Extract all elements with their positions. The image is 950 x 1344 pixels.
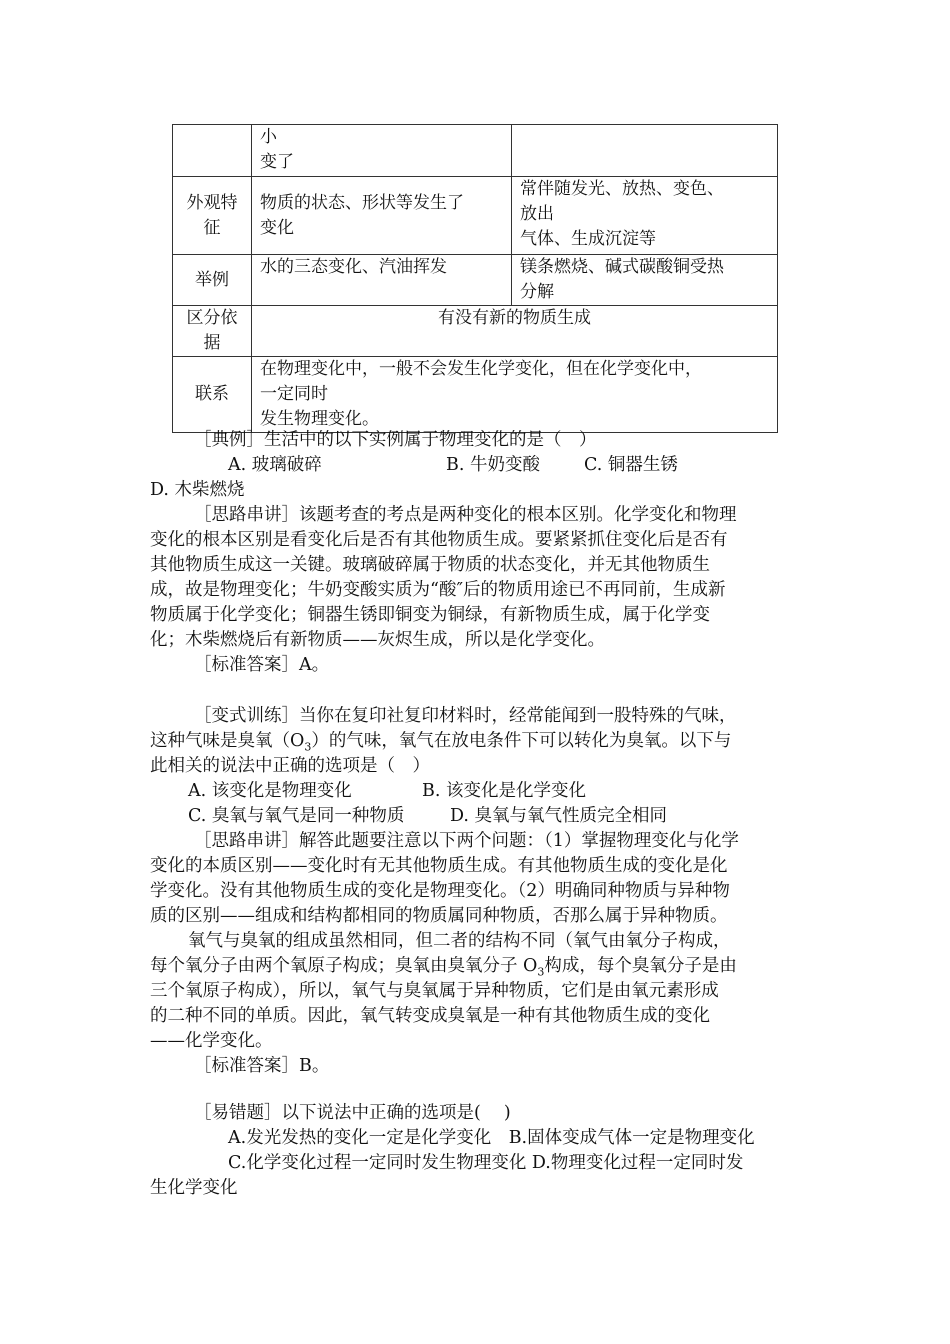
- variant-section: [150, 704, 800, 1079]
- analysis-line: 质的区别——组成和结构都相同的物质属同种物质，否那么属于异种物质。: [150, 906, 728, 926]
- table-row: [173, 125, 778, 177]
- table-cell: 镁条燃烧、碱式碳酸铜受热 分解: [512, 255, 778, 306]
- table-cell: 有没有新的物质生成: [252, 306, 778, 357]
- variant-question: 此相关的说法中正确的选项是（ ）: [150, 756, 430, 776]
- table-cell: 物质的状态、形状等发生了 变化: [252, 177, 512, 255]
- table-row: [173, 255, 778, 306]
- table-cell: 常伴随发光、放热、变色、 放出 气体、生成沉淀等: [512, 177, 778, 255]
- option-d: D. 木柴燃烧: [150, 480, 245, 500]
- analysis-line: 三个氧原子构成），所以，氧气与臭氧属于异种物质，它们是由氧元素形成: [150, 981, 719, 1001]
- table-cell: [252, 125, 512, 177]
- analysis-line: 学变化。没有其他物质生成的变化是物理变化。（2）明确同种物质与异种物: [150, 881, 730, 901]
- analysis-line: 氧气与臭氧的组成虽然相同，但二者的结构不同（氧气由氧分子构成，: [188, 931, 731, 951]
- example-question: ［典例］生活中的以下实例属于物理变化的是（ ）: [194, 430, 597, 450]
- row-label: 联系: [173, 357, 252, 433]
- table-row: [173, 306, 778, 357]
- table-cell: [512, 125, 778, 177]
- variant-options: [150, 779, 800, 804]
- analysis-line: ［思路串讲］该题考查的考点是两种变化的根本区别。化学变化和物理: [194, 505, 737, 525]
- error-options: 生化学变化: [150, 1178, 238, 1198]
- example-section: [150, 428, 800, 678]
- row-label: 外观特 征: [173, 177, 252, 255]
- example-options: [150, 453, 800, 478]
- analysis-line: ［思路串讲］解答此题要注意以下两个问题：（1）掌握物理变化与化学: [194, 831, 739, 851]
- variant-question: ［变式训练］当你在复印社复印材料时，经常能闻到一股特殊的气味，: [194, 706, 737, 726]
- row-label: 举例: [173, 255, 252, 306]
- analysis-line: ——化学变化。: [150, 1031, 273, 1051]
- error-options: A.发光发热的变化一定是化学变化 B.固体变成气体一定是物理变化: [228, 1128, 755, 1148]
- option-a: A. 该变化是物理变化: [188, 781, 352, 801]
- error-question: ［易错题］以下说法中正确的选项是( ): [194, 1103, 511, 1123]
- option-a: A. 玻璃破碎: [228, 455, 322, 475]
- analysis-line: 变化的根本区别是看变化后是否有其他物质生成。要紧紧抓住变化后是否有: [150, 530, 728, 550]
- table-cell: [173, 125, 252, 177]
- table-row: [173, 177, 778, 255]
- analysis-line: 变化的本质区别——变化时有无其他物质生成。有其他物质生成的变化是化: [150, 856, 728, 876]
- cell-line: 小: [260, 127, 277, 147]
- analysis-line: 的二种不同的单质。因此，氧气转变成臭氧是一种有其他物质生成的变化: [150, 1006, 710, 1026]
- analysis-line: 物质属于化学变化；铜器生锈即铜变为铜绿，有新物质生成，属于化学变: [150, 605, 710, 625]
- row-label: 区分依 据: [173, 306, 252, 357]
- table-cell: 在物理变化中，一般不会发生化学变化，但在化学变化中， 一定同时 发生物理变化。: [252, 357, 778, 433]
- table-cell: 水的三态变化、汽油挥发: [252, 255, 512, 306]
- option-b: B. 该变化是化学变化: [422, 781, 586, 801]
- comparison-table: [172, 124, 778, 433]
- option-c: C. 铜器生锈: [584, 455, 678, 475]
- variant-question: 这种气味是臭氧$(O_3)$的气味，氧气在放电条件下可以转化为臭氧。以下与: [150, 731, 732, 754]
- error-options: C.化学变化过程一定同时发生物理变化 D.物理变化过程一定同时发: [228, 1153, 744, 1173]
- cell-line: 变了: [260, 152, 294, 172]
- variant-options: [150, 804, 800, 829]
- table-row: [173, 357, 778, 433]
- analysis-line: 化；木柴燃烧后有新物质——灰烬生成，所以是化学变化。: [150, 630, 605, 650]
- analysis-line: 其他物质生成这一关键。玻璃破碎属于物质的状态变化，并无其他物质生: [150, 555, 710, 575]
- analysis-line: 每个氧分子由两个氧原子构成；臭氧由臭氧分子 $O_3$构成，每个臭氧分子是由: [150, 956, 737, 979]
- option-b: B. 牛奶变酸: [446, 455, 540, 475]
- analysis-line: 成，故是物理变化；牛奶变酸实质为“酸″后的物质用途已不再同前，生成新: [150, 580, 726, 600]
- option-c: C. 臭氧与氧气是同一种物质: [188, 806, 405, 826]
- option-d: D. 臭氧与氧气性质完全相同: [450, 806, 668, 826]
- answer-line: ［标准答案］B。: [194, 1056, 330, 1076]
- error-prone-section: [150, 1101, 800, 1201]
- answer-line: ［标准答案］A。: [194, 655, 330, 675]
